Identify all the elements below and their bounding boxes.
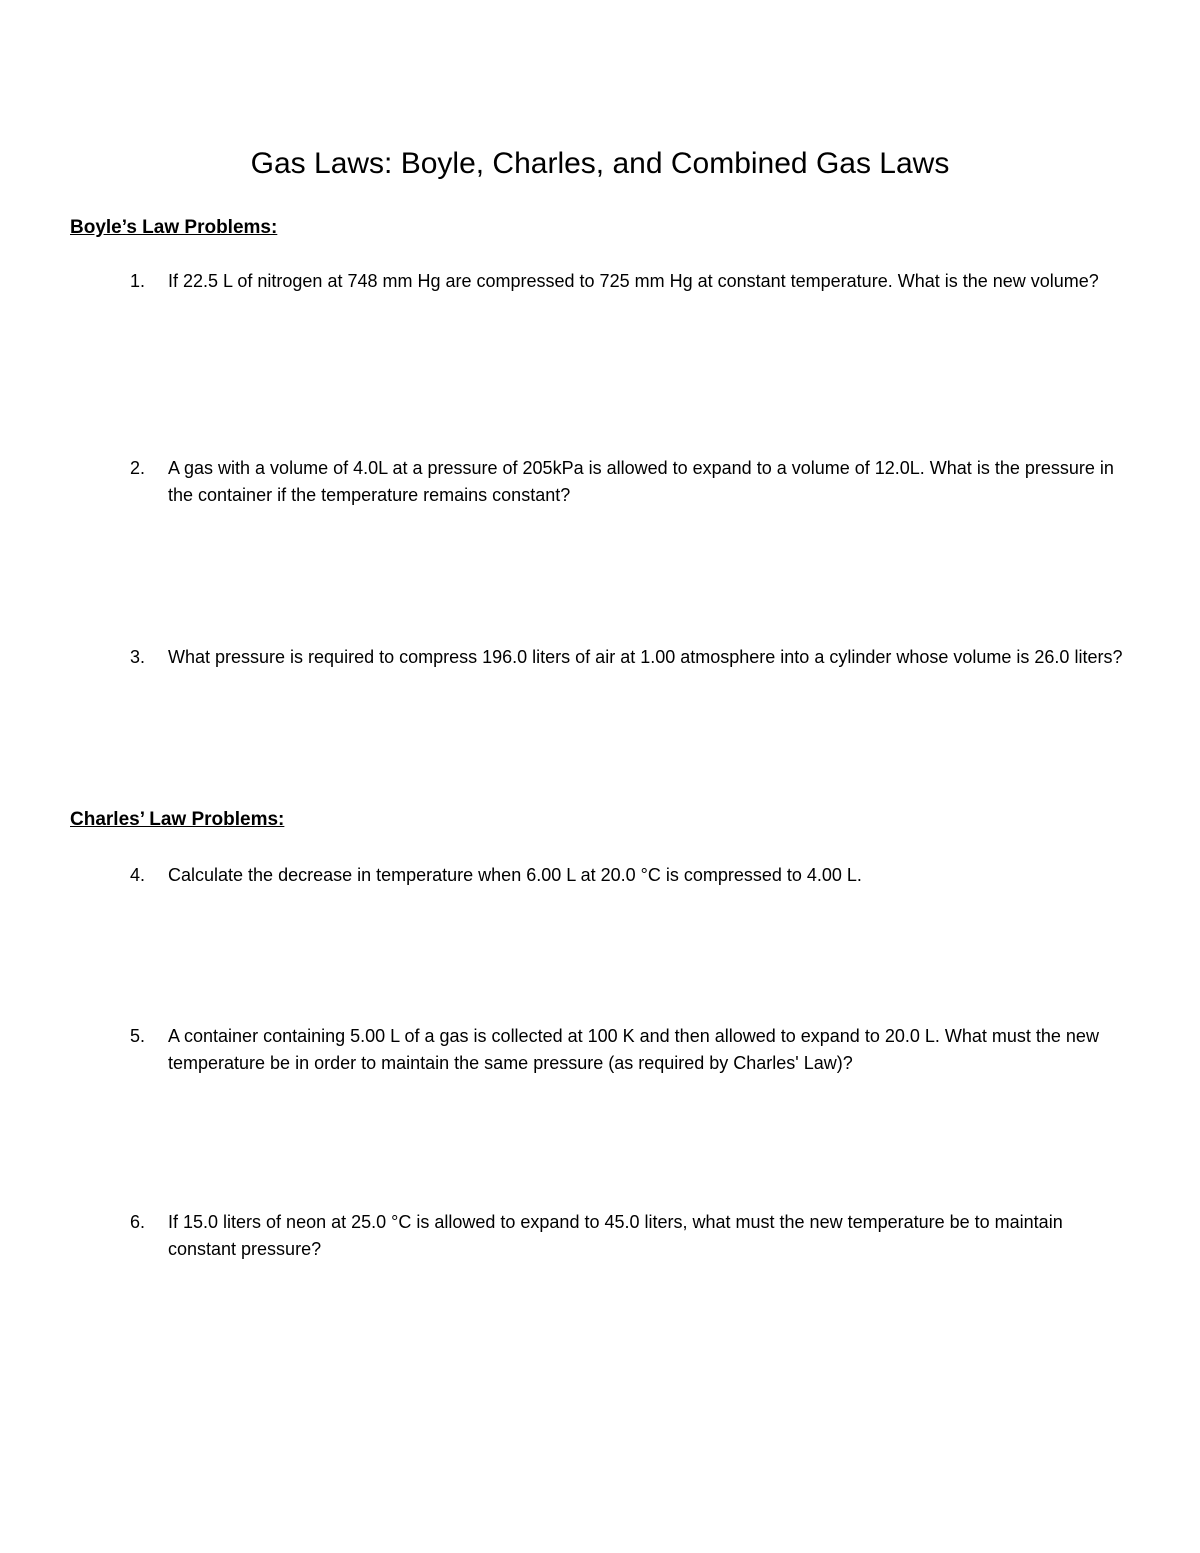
- problem-5: [70, 1023, 1130, 1077]
- problem-1: [70, 268, 1130, 295]
- problem-number: 1.: [130, 271, 146, 291]
- problem-6: [70, 1209, 1130, 1263]
- problem-text: A gas with a volume of 4.0L at a pressure of 205kPa is allowed to expand to a volume of 12.0L. What is the pressure in the container if the temperature remains constant?: [168, 458, 1114, 505]
- boyles-law-heading: Boyle’s Law Problems:: [70, 217, 278, 238]
- problem-text: A container containing 5.00 L of a gas is collected at 100 K and then allowed to expand to 20.0 L. What must the new temperature be in order to maintain the same pressure (as required by Charles' Law)?: [168, 1026, 1099, 1073]
- problem-text: What pressure is required to compress 196.0 liters of air at 1.00 atmosphere into a cylinder whose volume is 26.0 liters?: [168, 647, 1123, 667]
- page-title: Gas Laws: Boyle, Charles, and Combined Gas Laws: [250, 147, 950, 180]
- problem-number: 3.: [130, 647, 146, 667]
- problem-number: 2.: [130, 458, 146, 478]
- charles-law-heading: Charles’ Law Problems:: [70, 809, 285, 830]
- problem-text: If 22.5 L of nitrogen at 748 mm Hg are compressed to 725 mm Hg at constant temperature. What is the new volume?: [168, 271, 1099, 291]
- problem-2: [70, 455, 1130, 509]
- problem-4: [70, 862, 1130, 889]
- problem-number: 6.: [130, 1212, 146, 1232]
- problem-text: If 15.0 liters of neon at 25.0 °C is allowed to expand to 45.0 liters, what must the new temperature be to maintain constant pressure?: [168, 1212, 1063, 1259]
- problem-text: Calculate the decrease in temperature when 6.00 L at 20.0 °C is compressed to 4.00 L.: [168, 865, 862, 885]
- problem-number: 5.: [130, 1026, 146, 1046]
- problem-3: [70, 644, 1130, 671]
- problem-number: 4.: [130, 865, 146, 885]
